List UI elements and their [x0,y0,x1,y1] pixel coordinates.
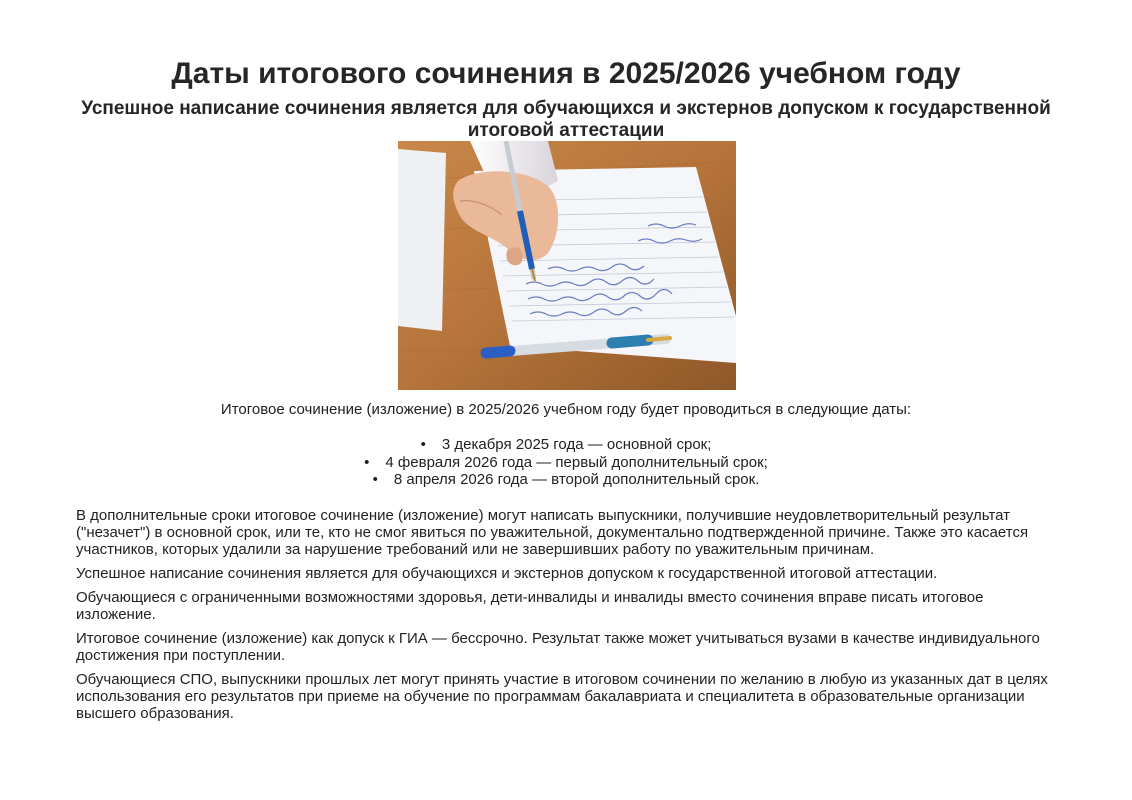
page-title: Даты итогового сочинения в 2025/2026 учебном году [171,57,961,90]
page-subtitle: Успешное написание сочинения является для обучающихся и экстернов допуском к государственной итоговой аттестации [81,98,1051,141]
paragraph-admission: Успешное написание сочинения является для обучающихся и экстернов допуском к государственной итоговой аттестации. [76,565,938,582]
dates-list [0,436,1132,489]
list-item: • 3 декабря 2025 года — основной срок; [0,436,1132,454]
essay-writing-photo [398,141,736,390]
dates-intro: Итоговое сочинение (изложение) в 2025/2026 учебном году будет проводиться в следующие даты: [220,401,912,418]
paragraph-spo-graduates: Обучающиеся СПО, выпускники прошлых лет могут принять участие в итоговом сочинении по желанию в любую из указанных дат в целях использования его результатов при приеме на обучение по программам бакалавриата и специалитета в образовательные организации высшего образования. [76,671,1048,722]
paragraph-additional-dates: В дополнительные сроки итоговое сочинение (изложение) могут написать выпускники, получившие неудовлетворительный результат ("незачет") в основной срок, или те, кто не смог явиться по уважительной, документально подтвержденной причине. Также это касается участников, которых удалили за нарушение требований или не завершивших работу по уважительным причинам. [76,507,1029,558]
paragraph-disabilities: Обучающиеся с ограниченными возможностями здоровья, дети-инвалиды и инвалиды вместо сочинения вправе писать итоговое изложение. [76,589,984,623]
body-text [76,507,1061,729]
list-item: • 4 февраля 2026 года — первый дополнительный срок; [0,454,1132,472]
list-item: • 8 апреля 2026 года — второй дополнительный срок. [0,471,1132,489]
paragraph-validity: Итоговое сочинение (изложение) как допуск к ГИА — бессрочно. Результат также может учитываться вузами в качестве индивидуального достижения при поступлении. [76,630,1040,664]
